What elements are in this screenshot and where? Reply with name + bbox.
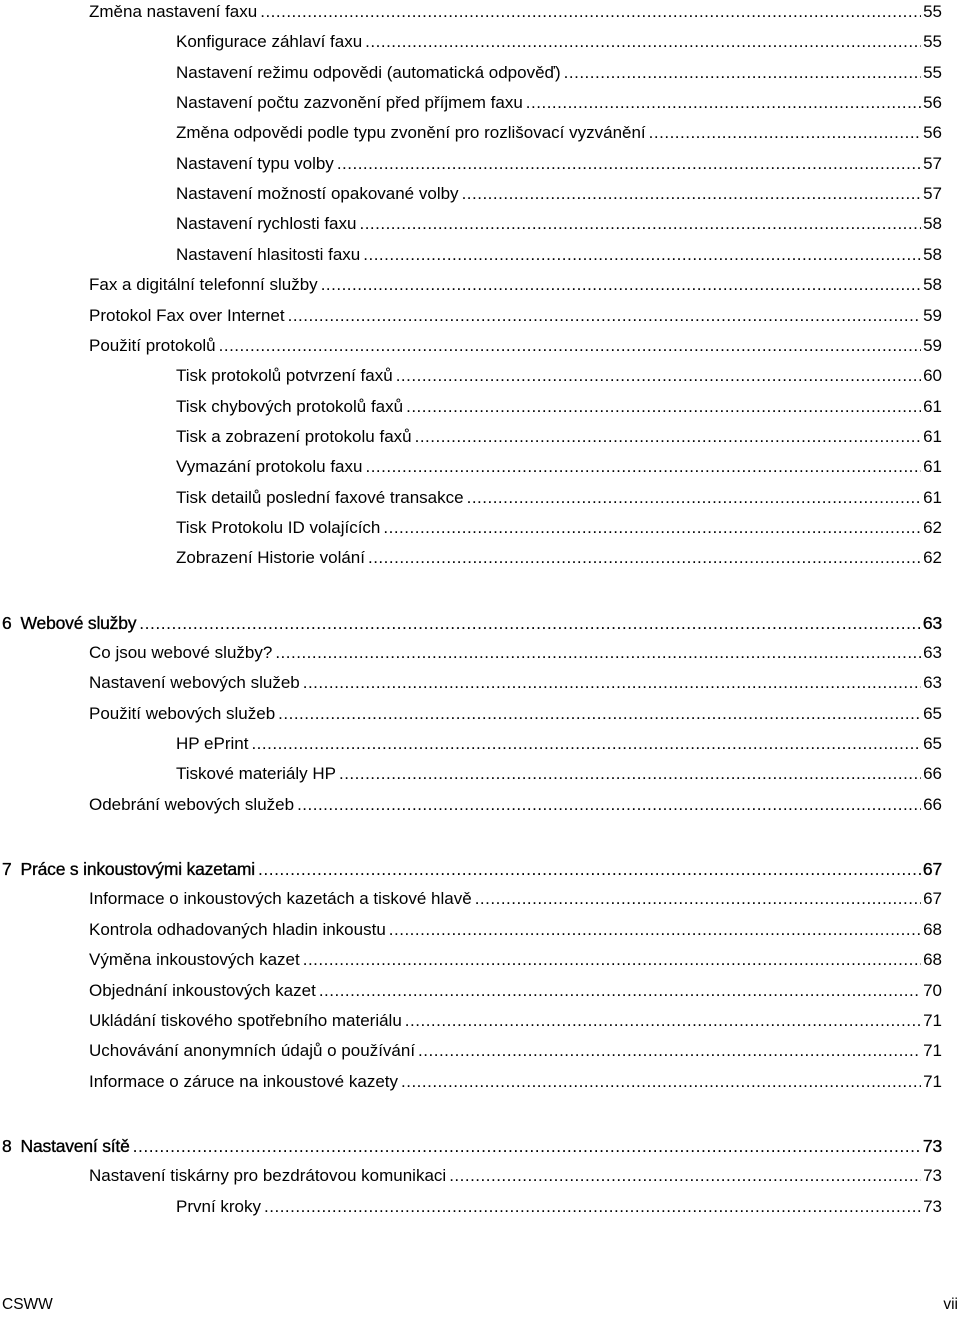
toc-entry[interactable] (89, 641, 942, 665)
toc-entry-title: Tisk detailů poslední faxové transakce (176, 488, 464, 507)
toc-entry[interactable] (176, 455, 942, 479)
toc-chapter-entry[interactable] (2, 1134, 942, 1158)
dot-leader (401, 1070, 921, 1094)
dot-leader (139, 611, 921, 635)
toc-entry-title: Nastavení webových služeb (89, 673, 300, 692)
page-number: vii (943, 1296, 958, 1313)
toc-entry-page: 55 (923, 63, 942, 82)
toc-entry-title: Webové služby (20, 613, 137, 633)
dot-leader (564, 61, 921, 85)
toc-entry[interactable] (176, 121, 942, 145)
dot-leader (418, 1039, 921, 1063)
toc-entry-title: Nastavení hlasitosti faxu (176, 245, 361, 264)
toc-entry-title: Nastavení režimu odpovědi (automatická odpověď) (176, 63, 561, 82)
toc-entry[interactable] (176, 546, 942, 570)
toc-entry[interactable] (89, 979, 942, 1003)
dot-leader (467, 486, 921, 510)
dot-leader (368, 546, 921, 570)
toc-entry-title: Protokol Fax over Internet (89, 306, 285, 325)
dot-leader (337, 152, 921, 176)
toc-entry-title: Zobrazení Historie volání (176, 548, 365, 567)
toc-entry[interactable] (89, 1009, 942, 1033)
toc-entry-page: 56 (923, 123, 942, 142)
dot-leader (383, 516, 921, 540)
toc-entry-title: Tisk protokolů potvrzení faxů (176, 366, 393, 385)
toc-entry-title: Co jsou webové služby? (89, 643, 273, 662)
toc-entry[interactable] (89, 887, 942, 911)
dot-leader (339, 762, 921, 786)
toc-entry-page: 68 (923, 920, 942, 939)
toc-entry-title: První kroky (176, 1197, 262, 1216)
toc-entry[interactable] (176, 486, 942, 510)
dot-leader (649, 121, 921, 145)
toc-entry-title: Nastavení tiskárny pro bezdrátovou komunikaci (89, 1166, 447, 1185)
dot-leader (133, 1134, 921, 1158)
toc-entry-page: 56 (923, 93, 942, 112)
toc-entry-page: 55 (923, 32, 942, 51)
toc-entry[interactable] (176, 762, 942, 786)
dot-leader (219, 334, 921, 358)
toc-entry[interactable] (89, 1039, 942, 1063)
toc-entry[interactable] (89, 304, 942, 328)
toc-entry-page: 71 (923, 1041, 942, 1060)
toc-entry-title: Tisk a zobrazení protokolu faxů (176, 427, 412, 446)
dot-leader (303, 671, 921, 695)
dot-leader (297, 793, 921, 817)
toc-entry-page: 59 (923, 336, 942, 355)
toc-chapter-entry[interactable] (2, 857, 942, 881)
dot-leader (321, 273, 921, 297)
toc-entry-title: Výměna inkoustových kazet (89, 950, 300, 969)
dot-leader (303, 948, 921, 972)
dot-leader (359, 212, 921, 236)
toc-entry-page: 67 (923, 889, 942, 908)
dot-leader (275, 641, 921, 665)
toc-entry-page: 65 (923, 734, 942, 753)
toc-entry-title: Uchovávání anonymních údajů o používání (89, 1041, 416, 1060)
dot-leader (389, 918, 921, 942)
toc-entry-title: Konfigurace záhlaví faxu (176, 32, 363, 51)
toc-entry-page: 73 (923, 1166, 942, 1185)
toc-entry-page: 66 (923, 795, 942, 814)
toc-entry[interactable] (176, 30, 942, 54)
toc-entry-title: Použití webových služeb (89, 704, 276, 723)
toc-entry-title: Objednání inkoustových kazet (89, 981, 316, 1000)
toc-entry-page: 58 (923, 214, 942, 233)
toc-entry-page: 61 (923, 488, 942, 507)
toc-entry[interactable] (89, 0, 942, 24)
toc-entry-page: 63 (922, 613, 942, 633)
dot-leader (278, 702, 921, 726)
toc-entry-title: Změna odpovědi podle typu zvonění pro rozlišovací vyzvánění (176, 123, 646, 142)
toc-entry-page: 71 (923, 1072, 942, 1091)
toc-entry-title: Odebrání webových služeb (89, 795, 295, 814)
dot-leader (251, 732, 921, 756)
toc-entry[interactable] (89, 1070, 942, 1094)
toc-entry-page: 58 (923, 275, 942, 294)
toc-entry[interactable] (89, 948, 942, 972)
toc-entry-page: 57 (923, 154, 942, 173)
toc-entry-title: HP ePrint (176, 734, 249, 753)
toc-entry-page: 62 (923, 548, 942, 567)
toc-entry[interactable] (176, 425, 942, 449)
toc-entry-page: 61 (923, 397, 942, 416)
toc-entry[interactable] (176, 516, 942, 540)
toc-entry[interactable] (176, 1195, 942, 1219)
toc-entry-title: Ukládání tiskového spotřebního materiálu (89, 1011, 402, 1030)
footer-label: CSWW (2, 1296, 53, 1313)
toc-entry-title: Nastavení počtu zazvonění před příjmem faxu (176, 93, 523, 112)
dot-leader (365, 455, 921, 479)
dot-leader (319, 979, 921, 1003)
toc-entry-page: 61 (923, 457, 942, 476)
dot-leader (363, 243, 921, 267)
toc-entry-title: Fax a digitální telefonní služby (89, 275, 318, 294)
toc-entry[interactable] (89, 671, 942, 695)
toc-entry[interactable] (176, 91, 942, 115)
toc-entry-page: 66 (923, 764, 942, 783)
toc-entry-title: Tisk Protokolu ID volajících (176, 518, 381, 537)
toc-entry-title: Použití protokolů (89, 336, 216, 355)
toc-entry[interactable] (176, 364, 942, 388)
toc-entry[interactable] (89, 334, 942, 358)
toc-entry-title: Nastavení typu volby (176, 154, 334, 173)
toc-entry-title: Nastavení rychlosti faxu (176, 214, 357, 233)
dot-leader (260, 0, 921, 24)
toc-entry-title: Nastavení možností opakované volby (176, 184, 459, 203)
toc-entry-page: 62 (923, 518, 942, 537)
toc-entry-page: 68 (923, 950, 942, 969)
toc-entry-title: Tisk chybových protokolů faxů (176, 397, 404, 416)
toc-entry-page: 63 (923, 643, 942, 662)
toc-entry-page: 55 (923, 2, 942, 21)
toc-chapter-number: 6 (2, 613, 12, 633)
toc-entry-page: 60 (923, 366, 942, 385)
toc-entry-title: Kontrola odhadovaných hladin inkoustu (89, 920, 386, 939)
toc-entry[interactable] (89, 793, 942, 817)
toc-entry-page: 71 (923, 1011, 942, 1030)
toc-chapter-number: 8 (2, 1136, 12, 1156)
dot-leader (405, 1009, 921, 1033)
toc-entry-page: 61 (923, 427, 942, 446)
toc-entry-title: Vymazání protokolu faxu (176, 457, 363, 476)
toc-entry[interactable] (176, 212, 942, 236)
toc-entry-title: Práce s inkoustovými kazetami (20, 859, 255, 879)
toc-entry[interactable] (176, 395, 942, 419)
toc-entry-title: Tiskové materiály HP (176, 764, 336, 783)
dot-leader (449, 1164, 921, 1188)
dot-leader (415, 425, 921, 449)
toc-entry-page: 65 (923, 704, 942, 723)
toc-entry[interactable] (176, 152, 942, 176)
toc-entry-title: Změna nastavení faxu (89, 2, 258, 21)
toc-entry-page: 57 (923, 184, 942, 203)
toc-entry[interactable] (176, 61, 942, 85)
dot-leader (365, 30, 921, 54)
toc-entry-title: Informace o záruce na inkoustové kazety (89, 1072, 398, 1091)
toc-entry[interactable] (176, 732, 942, 756)
toc-entry[interactable] (176, 182, 942, 206)
dot-leader (396, 364, 921, 388)
dot-leader (462, 182, 922, 206)
toc-entry[interactable] (176, 243, 942, 267)
dot-leader (475, 887, 921, 911)
toc-entry-page: 58 (923, 245, 942, 264)
toc-entry[interactable] (89, 918, 942, 942)
toc-entry-title: Informace o inkoustových kazetách a tiskové hlavě (89, 889, 472, 908)
toc-entry[interactable] (89, 702, 942, 726)
toc-entry-title: Nastavení sítě (20, 1136, 130, 1156)
toc-entry-page: 63 (923, 673, 942, 692)
dot-leader (526, 91, 921, 115)
dot-leader (264, 1195, 921, 1219)
toc-entry-page: 70 (923, 981, 942, 1000)
toc-entry-page: 73 (922, 1136, 942, 1156)
toc-chapter-entry[interactable] (2, 611, 942, 635)
toc-entry[interactable] (89, 273, 942, 297)
toc-entry-page: 67 (922, 859, 942, 879)
toc-chapter-number: 7 (2, 859, 12, 879)
dot-leader (288, 304, 921, 328)
dot-leader (258, 857, 921, 881)
toc-entry[interactable] (89, 1164, 942, 1188)
toc-entry-page: 59 (923, 306, 942, 325)
toc-entry-page: 73 (923, 1197, 942, 1216)
dot-leader (406, 395, 921, 419)
